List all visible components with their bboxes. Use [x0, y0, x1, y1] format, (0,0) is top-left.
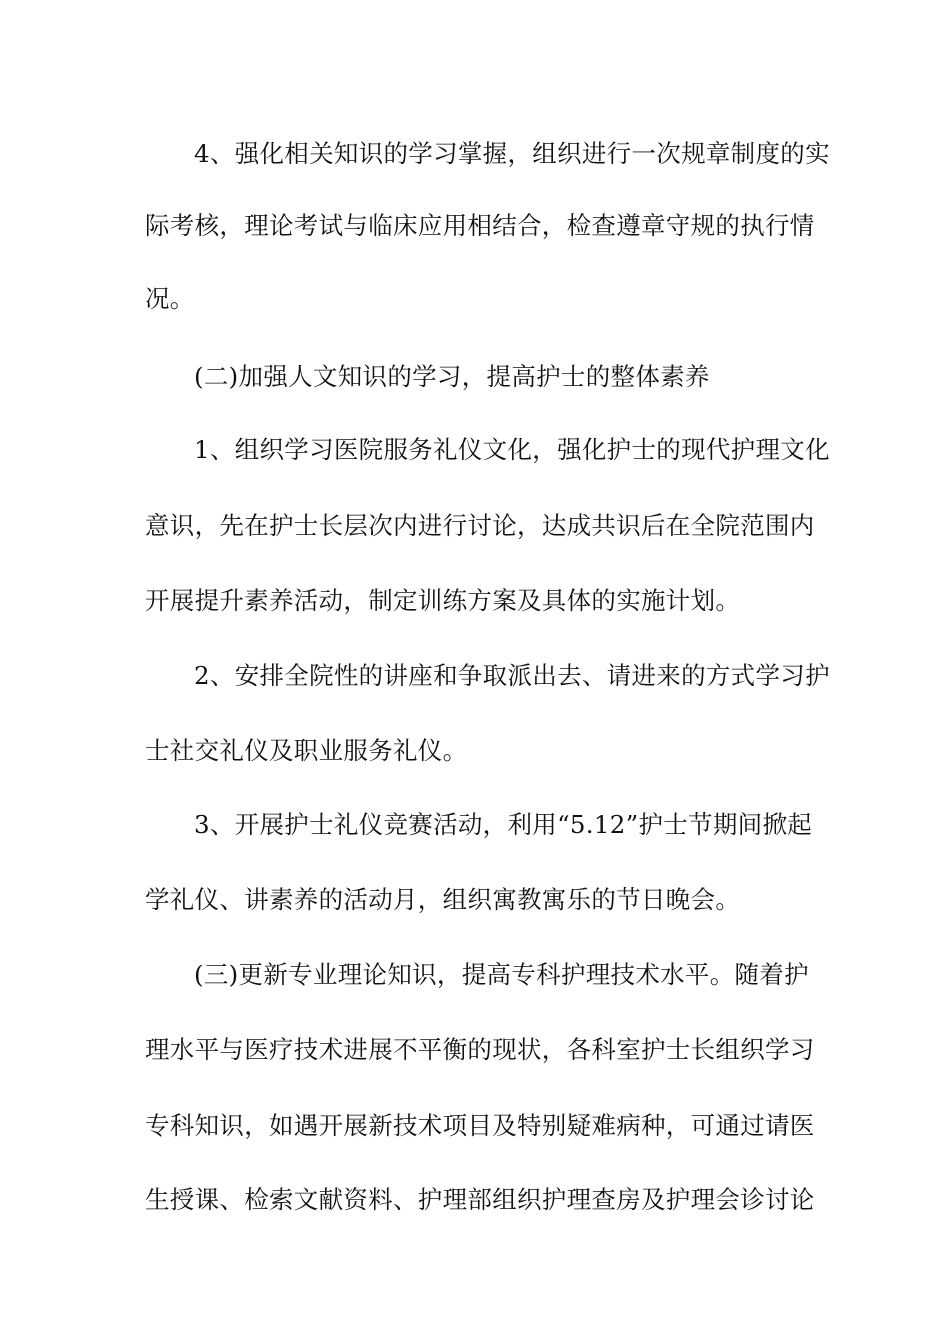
item-3-line-1: 3、开展护士礼仪竞赛活动，利用“5.12”护士节期间掀起 — [194, 810, 813, 839]
paragraph-4-line-1: 4、强化相关知识的学习掌握，组织进行一次规章制度的实 — [194, 139, 830, 168]
section-3-line-4: 生授课、检索文献资料、护理部组织护理查房及护理会诊讨论 — [145, 1185, 815, 1214]
item-2-line-2: 士社交礼仪及职业服务礼仪。 — [145, 736, 468, 765]
section-3-line-3: 专科知识，如遇开展新技术项目及特别疑难病种，可通过请医 — [145, 1111, 815, 1140]
item-3-line-2: 学礼仪、讲素养的活动月，组织寓教寓乐的节日晚会。 — [145, 885, 741, 914]
paragraph-4-line-2: 际考核，理论考试与临床应用相结合，检查遵章守规的执行情 — [145, 211, 815, 240]
item-2-line-1: 2、安排全院性的讲座和争取派出去、请进来的方式学习护 — [194, 661, 830, 690]
section-3-line-1: (三)更新专业理论知识，提高专科护理技术水平。随着护 — [194, 960, 809, 989]
item-1-line-2: 意识，先在护士长层次内进行讨论，达成共识后在全院范围内 — [145, 511, 815, 540]
section-3-line-2: 理水平与医疗技术进展不平衡的现状，各科室护士长组织学习 — [145, 1035, 815, 1064]
paragraph-4-line-3: 况。 — [145, 284, 195, 313]
item-1-line-3: 开展提升素养活动，制定训练方案及具体的实施计划。 — [145, 586, 741, 615]
item-1-line-1: 1、组织学习医院服务礼仪文化，强化护士的现代护理文化 — [194, 435, 830, 464]
section-2-heading: (二)加强人文知识的学习，提高护士的整体素养 — [194, 362, 710, 391]
